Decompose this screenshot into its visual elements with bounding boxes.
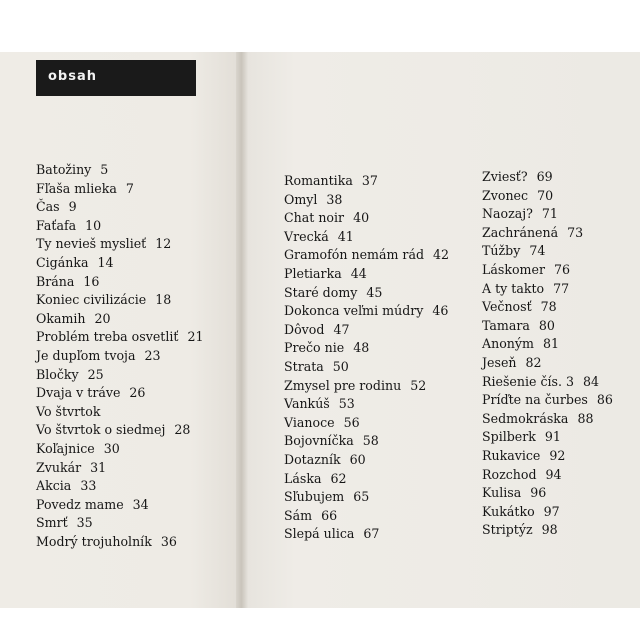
toc-entry-title: Modrý trojuholník — [36, 533, 152, 549]
toc-entry — [36, 273, 204, 292]
toc-entry-page-number: 25 — [87, 366, 104, 382]
toc-entry-page-number: 91 — [544, 429, 561, 445]
toc-entry-page-number: 37 — [361, 173, 378, 188]
toc-entry-title: Vo štvrtok o siedmej — [36, 422, 166, 438]
toc-entry-title: Vrecká — [284, 228, 329, 244]
toc-entry-page-number: 42 — [433, 247, 450, 263]
toc-entry-title: Dôvod — [284, 321, 325, 337]
toc-entry-page-number: 76 — [553, 261, 570, 277]
toc-entry-page-number: 81 — [542, 336, 559, 352]
toc-entry-title: Zviesť? — [482, 169, 528, 184]
toc-entry-title: Láskomer — [482, 261, 545, 277]
toc-entry-page-number: 28 — [174, 422, 191, 438]
toc-entry — [284, 209, 449, 228]
toc-entry-page-number: 66 — [321, 507, 338, 523]
toc-entry-page-number: 77 — [553, 280, 570, 296]
toc-entry-title: Prečo nie — [284, 340, 345, 356]
toc-entry-title: Túžby — [482, 243, 521, 259]
toc-entry — [36, 421, 204, 440]
toc-entry-page-number: 5 — [100, 162, 109, 177]
toc-entry-title: Jeseň — [482, 354, 517, 370]
toc-entry-title: Ty nevieš myslieť — [36, 236, 147, 252]
toc-entry-title: Rukavice — [482, 447, 541, 463]
toc-entry — [482, 503, 613, 522]
toc-entry — [284, 432, 449, 451]
toc-column-2 — [284, 172, 449, 544]
toc-entry — [284, 395, 449, 414]
toc-entry-title: Riešenie čís. 3 — [482, 373, 575, 389]
toc-entry-title: Dvaja v tráve — [36, 385, 121, 401]
toc-entry — [482, 484, 613, 503]
toc-entry-title: Dokonca veľmi múdry — [284, 303, 424, 319]
toc-entry-page-number: 65 — [353, 489, 370, 505]
toc-entry-title: Naozaj? — [482, 206, 533, 222]
toc-entry — [284, 451, 449, 470]
toc-entry-title: Vankúš — [284, 396, 330, 412]
toc-column-3 — [482, 168, 613, 540]
toc-entry-title: Batožiny — [36, 162, 92, 177]
toc-entry-page-number: 69 — [536, 169, 553, 184]
toc-entry — [284, 488, 449, 507]
toc-entry — [36, 496, 204, 515]
toc-entry-page-number: 16 — [83, 273, 100, 289]
toc-entry — [36, 254, 204, 273]
toc-entry — [36, 347, 204, 366]
toc-entry-page-number: 58 — [362, 433, 379, 449]
toc-entry-page-number: 52 — [410, 377, 427, 393]
toc-entry-page-number: 78 — [540, 299, 557, 315]
toc-entry — [284, 172, 449, 191]
toc-entry-title: Rozchod — [482, 466, 537, 482]
toc-entry-page-number: 47 — [333, 321, 350, 337]
toc-entry — [284, 507, 449, 526]
toc-entry — [482, 242, 613, 261]
toc-entry-page-number: 44 — [350, 265, 367, 281]
toc-entry-page-number: 94 — [545, 466, 562, 482]
toc-entry — [36, 384, 204, 403]
toc-entry — [36, 217, 204, 236]
toc-entry-title: Spilberk — [482, 429, 536, 445]
toc-entry-page-number: 41 — [337, 228, 354, 244]
toc-entry-page-number: 10 — [85, 217, 102, 233]
toc-entry-page-number: 30 — [103, 440, 120, 456]
toc-entry-page-number: 40 — [353, 210, 370, 226]
toc-entry-page-number: 9 — [68, 199, 77, 215]
toc-entry-page-number: 50 — [332, 358, 349, 374]
toc-entry-page-number: 46 — [432, 303, 449, 319]
toc-entry-title: Zachránená — [482, 224, 559, 240]
toc-entry-title: Slepá ulica — [284, 526, 355, 542]
toc-entry-title: Gramofón nemám rád — [284, 247, 425, 263]
toc-entry-title: Pletiarka — [284, 265, 342, 281]
toc-entry — [284, 284, 449, 303]
toc-entry-title: Tamara — [482, 317, 530, 333]
toc-entry-page-number: 23 — [144, 347, 161, 363]
toc-entry-title: Chat noir — [284, 210, 345, 226]
toc-entry-page-number: 31 — [90, 459, 107, 475]
toc-entry — [482, 168, 613, 187]
toc-entry — [284, 358, 449, 377]
toc-entry-title: Faťafa — [36, 217, 77, 233]
toc-entry-page-number: 84 — [583, 373, 600, 389]
toc-entry-page-number: 97 — [543, 503, 560, 519]
toc-entry — [36, 366, 204, 385]
toc-entry-page-number: 12 — [155, 236, 172, 252]
toc-entry — [36, 161, 204, 180]
toc-entry-page-number: 74 — [529, 243, 546, 259]
toc-entry — [284, 321, 449, 340]
contents-header-label: obsah — [48, 69, 98, 84]
toc-entry-page-number: 92 — [549, 447, 566, 463]
toc-entry-title: Zvukár — [36, 459, 82, 475]
toc-entry-page-number: 98 — [541, 522, 558, 538]
toc-entry — [482, 261, 613, 280]
toc-entry-page-number: 67 — [363, 526, 380, 542]
toc-entry — [482, 317, 613, 336]
toc-entry — [36, 533, 204, 552]
toc-entry-page-number: 82 — [525, 354, 542, 370]
toc-entry-page-number: 45 — [366, 284, 383, 300]
toc-entry-title: Povedz mame — [36, 496, 124, 512]
toc-entry-title: Omyl — [284, 191, 318, 207]
toc-entry — [482, 521, 613, 540]
toc-entry-title: Staré domy — [284, 284, 358, 300]
toc-entry — [482, 205, 613, 224]
toc-entry — [36, 328, 204, 347]
toc-entry-page-number: 33 — [80, 478, 97, 494]
toc-entry — [36, 403, 204, 422]
toc-entry-page-number: 35 — [76, 515, 93, 531]
toc-entry-page-number: 70 — [537, 187, 554, 203]
toc-entry — [482, 391, 613, 410]
toc-entry-title: Okamih — [36, 310, 86, 326]
toc-entry-title: Akcia — [36, 478, 72, 494]
toc-entry-page-number: 73 — [567, 224, 584, 240]
toc-entry-title: Kulisa — [482, 485, 522, 501]
toc-entry-page-number: 80 — [538, 317, 555, 333]
toc-entry-title: Príďte na čurbes — [482, 392, 588, 408]
toc-entry-page-number: 20 — [94, 310, 111, 326]
toc-entry — [284, 191, 449, 210]
toc-entry-title: Strata — [284, 358, 324, 374]
toc-entry-title: Vo štvrtok — [36, 403, 101, 419]
toc-entry — [284, 339, 449, 358]
toc-entry — [482, 280, 613, 299]
toc-entry — [482, 447, 613, 466]
toc-entry — [482, 410, 613, 429]
toc-column-1 — [36, 161, 204, 551]
toc-entry-page-number: 18 — [155, 292, 172, 308]
toc-entry-page-number: 7 — [125, 180, 134, 196]
toc-entry-page-number: 21 — [187, 329, 204, 345]
toc-entry — [36, 477, 204, 496]
toc-entry — [284, 414, 449, 433]
toc-entry-page-number: 26 — [129, 385, 146, 401]
toc-entry — [482, 224, 613, 243]
toc-entry — [36, 440, 204, 459]
toc-entry-page-number: 38 — [326, 191, 343, 207]
toc-entry — [36, 459, 204, 478]
toc-entry-page-number: 53 — [338, 396, 355, 412]
toc-entry — [284, 470, 449, 489]
toc-entry — [284, 525, 449, 544]
toc-entry-title: Čas — [36, 199, 60, 215]
toc-entry-title: Bločky — [36, 366, 79, 382]
toc-entry — [482, 354, 613, 373]
toc-entry-title: Problém treba osvetliť — [36, 329, 179, 345]
toc-entry-title: Anoným — [482, 336, 534, 352]
toc-entry-page-number: 48 — [353, 340, 370, 356]
toc-entry-title: A ty takto — [482, 280, 545, 296]
toc-entry — [482, 373, 613, 392]
toc-entry-page-number: 71 — [541, 206, 558, 222]
toc-entry-title: Láska — [284, 470, 322, 486]
toc-entry — [284, 246, 449, 265]
toc-entry-title: Zvonec — [482, 187, 529, 203]
toc-entry-page-number: 60 — [349, 451, 366, 467]
toc-entry — [36, 514, 204, 533]
toc-entry-page-number: 34 — [132, 496, 149, 512]
toc-entry-title: Romantika — [284, 173, 353, 188]
toc-entry — [482, 187, 613, 206]
toc-entry-title: Zmysel pre rodinu — [284, 377, 402, 393]
toc-entry — [482, 466, 613, 485]
toc-entry-title: Koniec civilizácie — [36, 292, 147, 308]
toc-entry-page-number: 36 — [160, 533, 177, 549]
toc-entry-title: Fľaša mlieka — [36, 180, 117, 196]
contents-header-bar — [36, 60, 196, 96]
toc-entry — [482, 298, 613, 317]
toc-entry-title: Sedmokráska — [482, 410, 569, 426]
toc-entry-page-number: 14 — [97, 254, 114, 270]
toc-entry-title: Vianoce — [284, 414, 335, 430]
toc-entry — [284, 228, 449, 247]
toc-entry — [482, 428, 613, 447]
toc-entry-page-number: 88 — [577, 410, 594, 426]
toc-entry — [284, 377, 449, 396]
toc-entry-title: Cigánka — [36, 254, 89, 270]
toc-entry — [36, 310, 204, 329]
toc-entry-page-number: 56 — [343, 414, 360, 430]
toc-entry-title: Bojovníčka — [284, 433, 354, 449]
book-spine-gutter — [236, 52, 248, 608]
toc-entry — [284, 265, 449, 284]
toc-entry-title: Koľajnice — [36, 440, 95, 456]
toc-entry-page-number: 86 — [596, 392, 613, 408]
toc-entry — [36, 198, 204, 217]
toc-entry — [36, 235, 204, 254]
toc-entry — [284, 302, 449, 321]
toc-entry — [482, 335, 613, 354]
toc-entry-title: Striptýz — [482, 522, 533, 538]
toc-entry-title: Sľubujem — [284, 489, 345, 505]
toc-entry-page-number: 96 — [530, 485, 547, 501]
toc-entry — [36, 291, 204, 310]
toc-entry-title: Večnosť — [482, 299, 532, 315]
toc-entry-title: Je dupľom tvoja — [36, 347, 136, 363]
toc-entry-title: Brána — [36, 273, 75, 289]
toc-entry-title: Smrť — [36, 515, 68, 531]
toc-entry-page-number: 62 — [330, 470, 347, 486]
toc-entry-title: Dotazník — [284, 451, 341, 467]
toc-entry-title: Sám — [284, 507, 313, 523]
toc-entry — [36, 180, 204, 199]
toc-entry-title: Kukátko — [482, 503, 535, 519]
